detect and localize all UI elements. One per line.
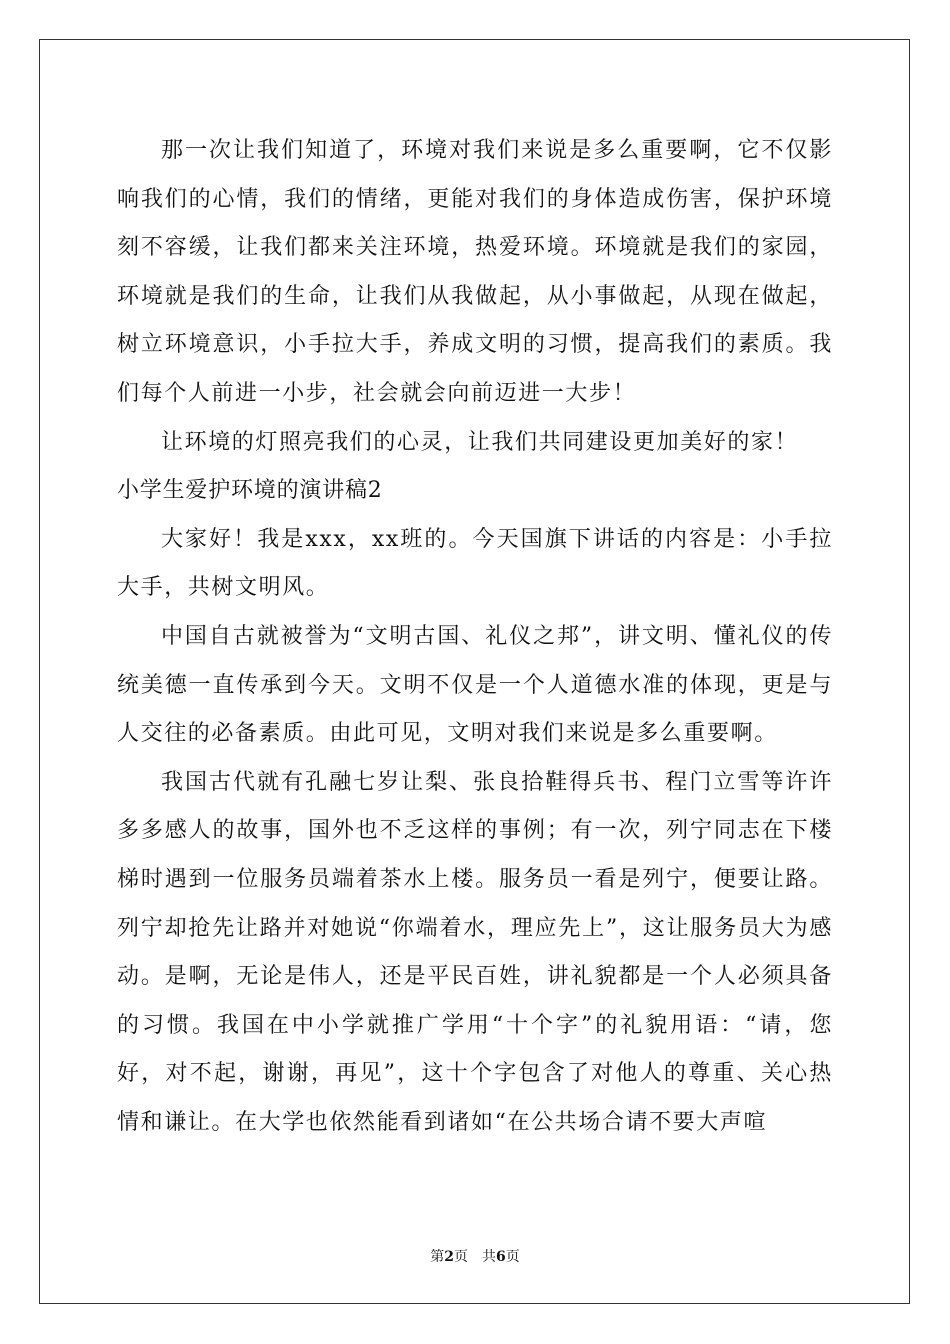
page-prefix: 第 <box>430 1249 445 1265</box>
paragraph-civilization: 中国自古就被誉为“文明古国、礼仪之邦”，讲文明、懂礼仪的传统美德一直传承到今天。文明不仅是一个人道德水准的体现，更是与人交往的必备素质。由此可见，文明对我们来说是多么重要啊。 <box>117 623 833 747</box>
document-body <box>117 127 833 1147</box>
paragraph-environment-light: 让环境的灯照亮我们的心灵，让我们共同建设更加美好的家！ <box>161 429 799 455</box>
section-title: 小学生爱护环境的演讲稿2 <box>117 478 383 504</box>
paragraph-examples: 我国古代就有孔融七岁让梨、张良拾鞋得兵书、程门立雪等许许多多感人的故事，国外也不乏这样的事例；有一次，列宁同志在下楼梯时遇到一位服务员端着茶水上楼。服务员一看是列宁，便要让路。列宁却抢先让路并对她说“你端着水，理应先上”，这让服务员大为感动。是啊，无论是伟人，还是平民百姓，讲礼貌都是一个人必须具备的习惯。我国在中小学就推广学用“十个字”的礼貌用语：“请，您好，对不起，谢谢，再见”，这十个字包含了对他人的尊重、关心热情和谦让。在大学也依然能看到诸如“在公共场合请不要大声喧 <box>117 769 833 1135</box>
total-suffix: 页 <box>505 1249 520 1265</box>
page-suffix: 页 <box>454 1249 468 1265</box>
total-prefix: 共 <box>482 1249 496 1265</box>
page-number: 2 <box>444 1249 454 1265</box>
total-pages: 6 <box>496 1249 506 1265</box>
paragraph-environment-importance: 那一次让我们知道了，环境对我们来说是多么重要啊，它不仅影响我们的心情，我们的情绪，更能对我们的身体造成伤害，保护环境刻不容缓，让我们都来关注环境，热爱环境。环境就是我们的家园，环境就是我们的生命，让我们从我做起，从小事做起，从现在做起，树立环境意识，小手拉大手，养成文明的习惯，提高我们的素质。我们每个人前进一小步，社会就会向前迈进一大步！ <box>117 138 833 406</box>
page-footer <box>0 1246 950 1266</box>
paragraph-greeting: 大家好！我是xxx，xx班的。今天国旗下讲话的内容是：小手拉大手，共树文明风。 <box>117 526 833 601</box>
